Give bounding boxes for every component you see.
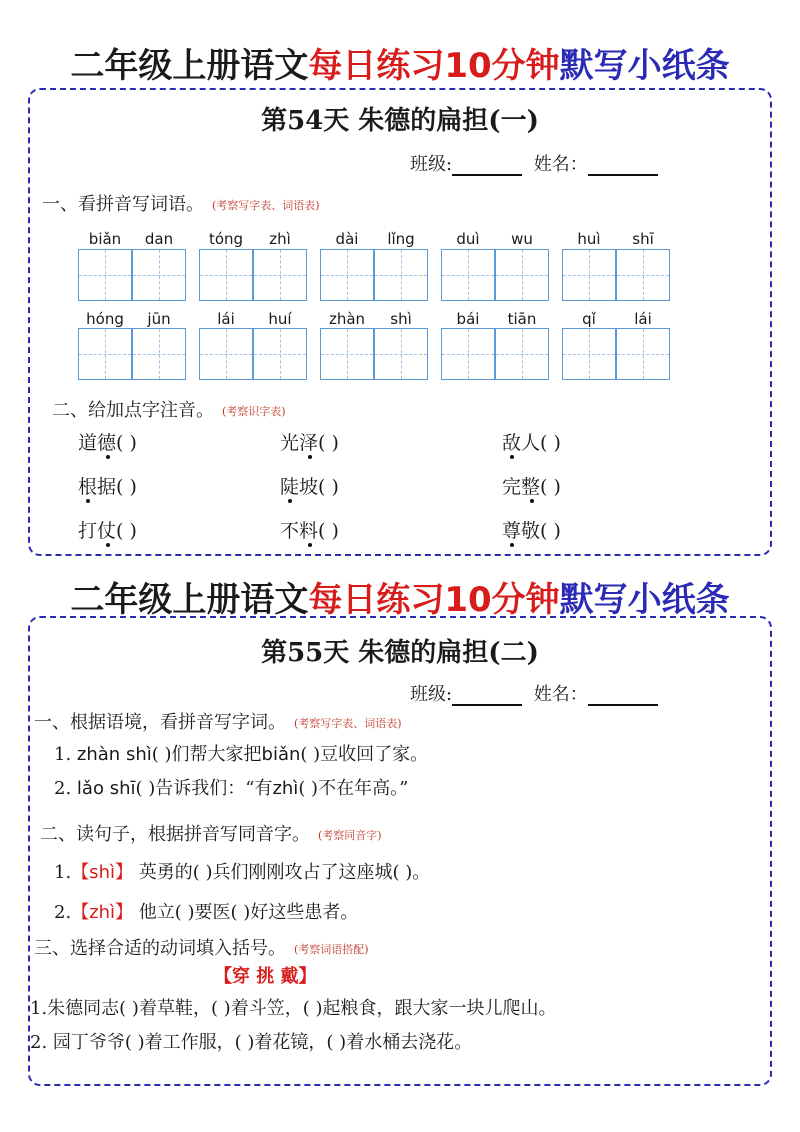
tianzige-cell[interactable] [374,328,428,380]
item-number: 1. [54,744,72,765]
pinyin-syllable: qǐ [582,310,596,328]
pinyin-syllable: jūn [147,310,171,328]
pinyin-syllable: lǐng [387,230,415,248]
section-title: 一、根据语境，看拼音写字词。 [34,712,286,733]
item-text[interactable]: 他立( )要医( )好这些患者。 [138,902,359,923]
sheet2-title-red: 每日练习10分钟 [308,580,560,620]
tianzige-cell[interactable] [616,249,670,301]
tianzige-cell[interactable] [199,249,253,301]
pinyin-syllable: hóng [86,310,124,328]
pinyin-syllable: zhì [269,230,291,248]
s2-q1-item2 [54,774,408,800]
item-number: 2. [54,778,72,799]
tianzige-cell[interactable] [253,328,307,380]
pinyin-syllable: biǎn [88,230,122,248]
item-number: 1. [54,862,72,883]
tianzige-cell[interactable] [320,328,374,380]
sheet1-main-title [0,38,800,87]
annotate-word[interactable]: 陡坡( ) [280,476,339,498]
class-blank[interactable] [452,174,522,176]
pinyin-syllable: tóng [208,230,244,248]
name-blank[interactable] [588,704,658,706]
pinyin-prompt: 【zhì】 [71,902,134,923]
tianzige-cell[interactable] [199,328,253,380]
annotate-word[interactable]: 光泽( ) [280,432,339,454]
annotate-word[interactable]: 敌人( ) [502,432,561,454]
item-text[interactable]: ( )不在年高。” [298,778,409,799]
sheet1-section2-heading [52,396,286,422]
tianzige-cell[interactable] [132,328,186,380]
tianzige-cell[interactable] [441,249,495,301]
section-note: (考察词语搭配) [294,943,369,956]
pinyin: lǎo shī [76,778,136,799]
name-label: 姓名： [533,684,588,705]
pinyin-syllable: dan [144,230,174,248]
tianzige-cell[interactable] [132,249,186,301]
annotate-word[interactable]: 完整( ) [502,476,561,498]
sheet1-title-blue: 默写小纸条 [559,46,730,86]
verb-choices: 【穿 挑 戴】 [214,966,317,987]
annotate-word[interactable]: 根据( ) [78,476,137,498]
sheet2-title-blue: 默写小纸条 [559,580,730,620]
pinyin-syllable: huí [268,310,292,328]
tianzige-cell[interactable] [495,328,549,380]
tianzige-cell[interactable] [253,249,307,301]
pinyin-syllable: wu [511,230,533,248]
annotate-word[interactable]: 道德( ) [78,432,137,454]
pinyin: zhì [272,778,299,799]
emphasis-dot [106,455,110,459]
section-note: (考察识字表) [222,405,286,418]
pinyin-syllable: huì [577,230,601,248]
s2-q3-line1[interactable]: 1.朱德同志( )着草鞋，( )着斗笠，( )起粮食，跟大家一块儿爬山。 [30,998,557,1019]
emphasis-dot [86,499,90,503]
sheet2-section3-heading [34,934,369,960]
emphasis-dot [308,455,312,459]
s2-q3-line2[interactable]: 2. 园丁爷爷( )着工作服，( )着花镜，( )着水桶去浇花。 [30,1032,473,1053]
class-label: 班级: [410,684,453,705]
pinyin-syllable: dài [335,230,359,248]
sheet2-day-title: 第55天 朱德的扁担(二) [261,638,539,668]
tianzige-cell[interactable] [78,249,132,301]
sheet2-name-bar [410,680,658,706]
tianzige-cell[interactable] [441,328,495,380]
s2-q1-item1 [54,740,428,766]
pinyin-syllable: lái [217,310,235,328]
emphasis-dot [308,543,312,547]
sheet1-title-red: 每日练习10分钟 [308,46,560,86]
name-label: 姓名： [533,154,588,175]
name-blank[interactable] [588,174,658,176]
tianzige-cell[interactable] [78,328,132,380]
emphasis-dot [288,499,292,503]
tianzige-cell[interactable] [562,249,616,301]
emphasis-dot [510,543,514,547]
section-title: 二、给加点字注音。 [52,400,214,421]
sheet2-main-title [0,572,800,621]
class-blank[interactable] [452,704,522,706]
s2-q2-item2 [54,898,358,924]
pinyin-syllable: zhàn [328,310,366,328]
emphasis-dot [106,543,110,547]
annotate-word[interactable]: 打仗( ) [78,520,137,542]
pinyin-syllable: bái [456,310,480,328]
pinyin-syllable: shī [632,230,654,248]
item-text[interactable]: ( )豆收回了家。 [300,744,429,765]
emphasis-dot [510,455,514,459]
section-note: (考察写字表、词语表) [294,717,402,730]
section-note: (考察同音字) [318,829,382,842]
tianzige-cell[interactable] [495,249,549,301]
pinyin-syllable: shì [390,310,412,328]
item-text[interactable]: 英勇的( )兵们刚刚攻占了这座城( )。 [138,862,431,883]
annotate-word[interactable]: 尊敬( ) [502,520,561,542]
emphasis-dot [530,499,534,503]
pinyin: biǎn [261,744,301,765]
tianzige-cell[interactable] [320,249,374,301]
pinyin-syllable: tiān [507,310,537,328]
item-text[interactable]: ( )们帮大家把 [151,744,262,765]
pinyin-syllable: lái [634,310,652,328]
sheet2-section1-heading [34,708,402,734]
pinyin-prompt: 【shì】 [71,862,133,883]
section-title: 三、选择合适的动词填入括号。 [34,938,286,959]
pinyin-syllable: duì [456,230,480,248]
tianzige-cell[interactable] [616,328,670,380]
sheet1-name-bar [410,150,658,176]
s2-q2-item1 [54,858,430,884]
sheet1-title-black: 二年级上册语文 [70,46,309,86]
sheet1-section1-heading [42,190,320,216]
pinyin: zhàn shì [76,744,152,765]
annotate-word[interactable]: 不料( ) [280,520,339,542]
sheet2-title-black: 二年级上册语文 [70,580,309,620]
section-title: 二、读句子，根据拼音写同音字。 [40,824,310,845]
section-note: (考察写字表、词语表) [212,199,320,212]
class-label: 班级: [410,154,453,175]
tianzige-cell[interactable] [374,249,428,301]
sheet1-day-title: 第54天 朱德的扁担(一) [261,106,539,136]
tianzige-cell[interactable] [562,328,616,380]
item-text[interactable]: ( )告诉我们：“有 [135,778,273,799]
item-number: 2. [54,902,72,923]
sheet2-section2-heading [40,820,382,846]
section-title: 一、看拼音写词语。 [42,194,204,215]
